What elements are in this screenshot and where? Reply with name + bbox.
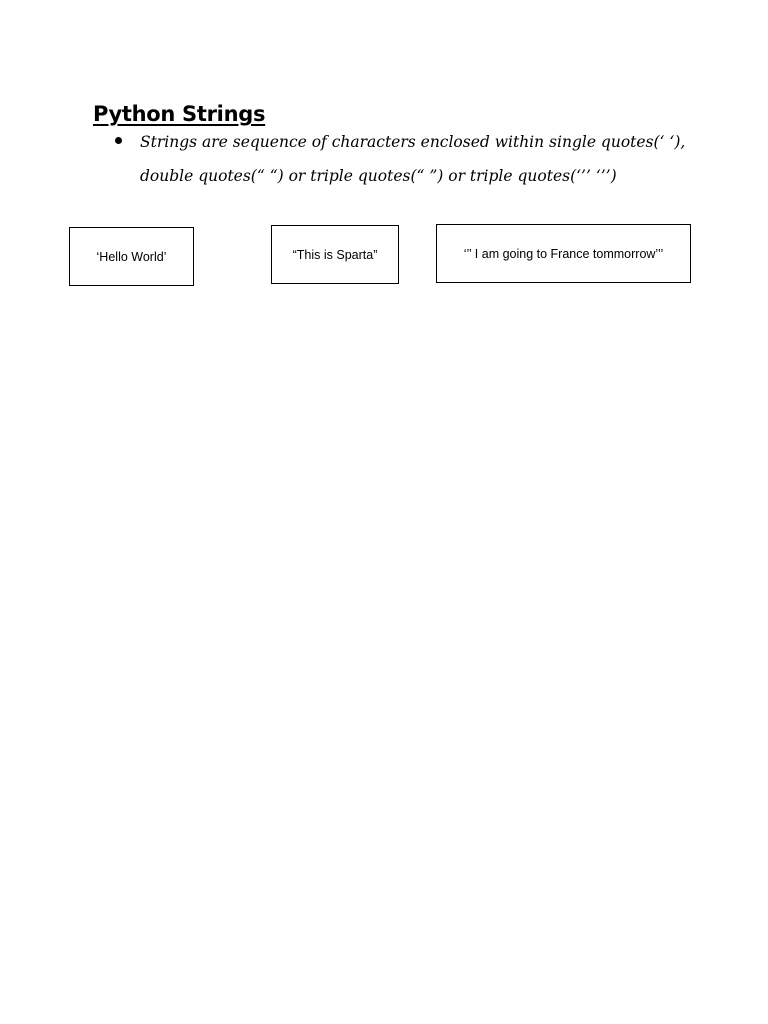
example-box-single-quotes [69,227,194,286]
bullet-list [0,125,768,193]
bullet-icon [115,137,122,144]
example-text: “This is Sparta” [292,247,378,262]
list-item [0,125,686,193]
example-text: ‘’’ I am going to France tommorrow’’’ [463,246,664,261]
example-box-double-quotes [271,225,399,284]
bullet-text-line-1: Strings are sequence of characters enclosed within single quotes(‘ ‘), [140,133,686,151]
bullet-text-line-2: double quotes(“ “) or triple quotes(“ ”) or triple quotes(‘’’ ‘’’) [140,167,617,185]
example-box-triple-quotes [436,224,691,283]
example-text: ‘Hello World’ [96,249,167,264]
page-title: Python Strings [93,102,266,127]
